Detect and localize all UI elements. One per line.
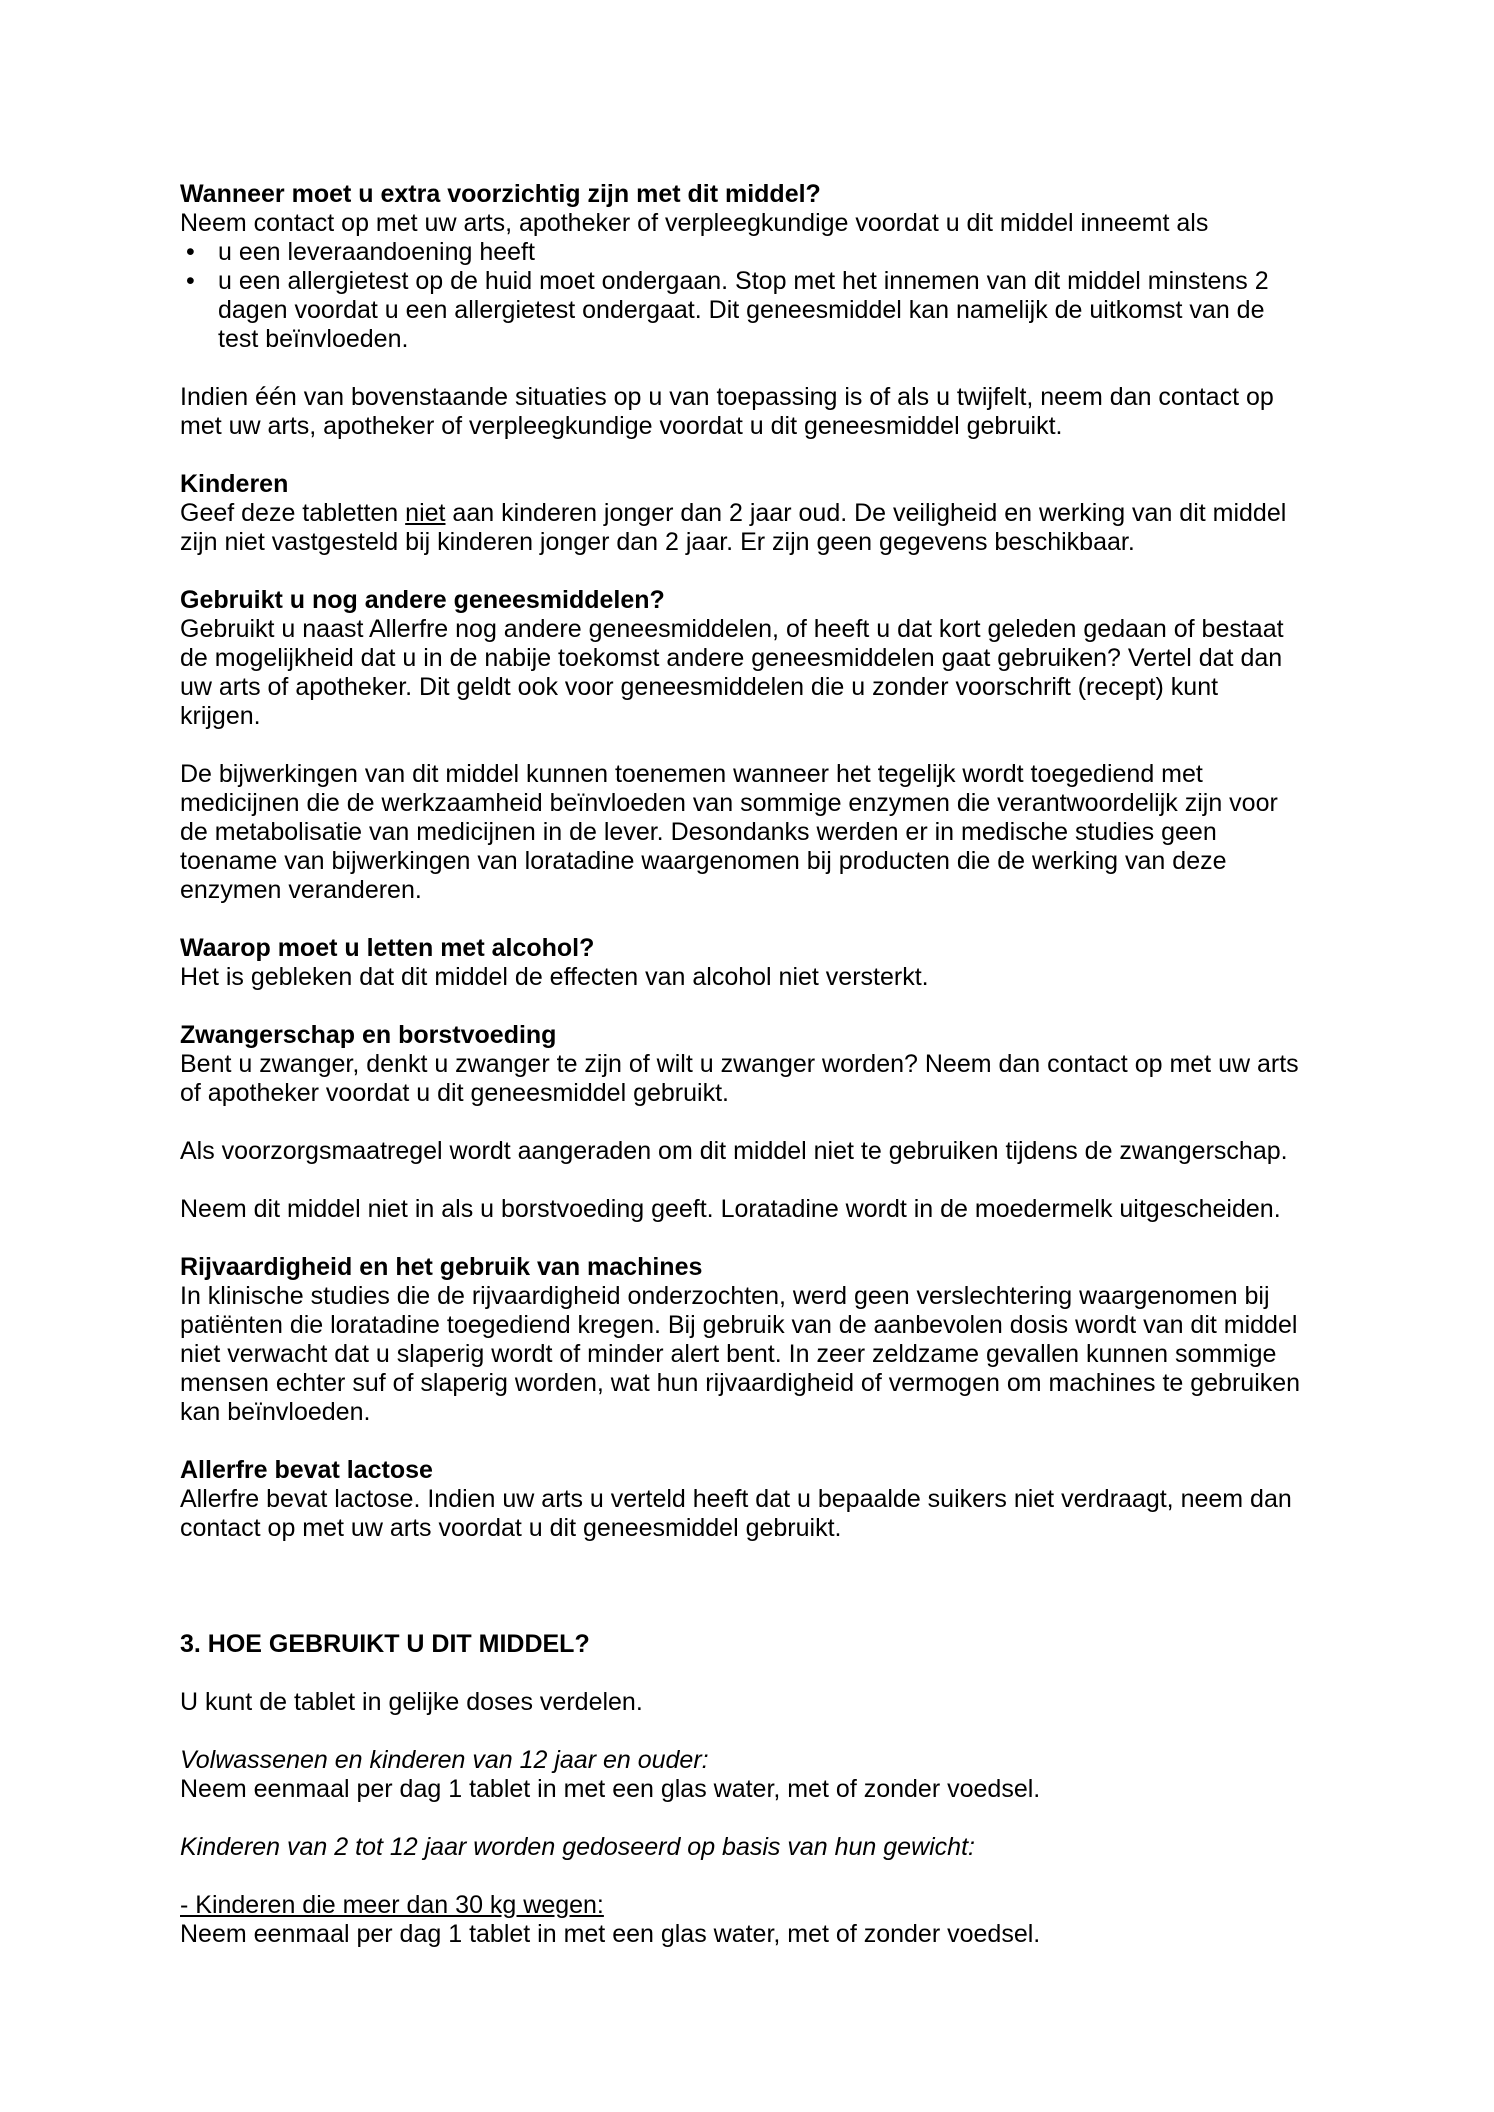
section-heading-hoe-gebruikt: 3. HOE GEBRUIKT U DIT MIDDEL? bbox=[180, 1630, 590, 1658]
underlined-word: niet bbox=[405, 499, 446, 527]
spacer bbox=[180, 992, 1305, 1021]
paragraph-hoe-gebruikt-intro: U kunt de tablet in gelijke doses verdelen. bbox=[180, 1688, 643, 1716]
spacer bbox=[180, 1804, 1305, 1833]
warning-bullet-list bbox=[180, 238, 1305, 354]
paragraph-rijvaardigheid: In klinische studies die de rijvaardigheid onderzochten, werd geen verslechtering waargenomen bij patiënten die loratadine toegediend kregen. Bij gebruik van de aanbevolen dosis wordt van dit middel niet verwacht dat u slaperig wordt of minder alert bent. In zeer zeldzame gevallen kunnen sommige mensen echter suf of slaperig worden, wat hun rijvaardigheid of vermogen om machines te gebruiken kan beïnvloeden. bbox=[180, 1282, 1301, 1426]
section-heading-rijvaardigheid: Rijvaardigheid en het gebruik van machines bbox=[180, 1253, 703, 1281]
bullet-icon: • bbox=[186, 238, 195, 266]
bullet-icon: • bbox=[186, 267, 195, 295]
paragraph-kinderen bbox=[180, 499, 1305, 557]
paragraph-voorzichtig-note: Indien één van bovenstaande situaties op u van toepassing is of als u twijfelt, neem dan contact op met uw arts, apotheker of verpleegkundige voordat u dit geneesmiddel gebruikt. bbox=[180, 383, 1274, 440]
list-item bbox=[180, 267, 1305, 354]
spacer bbox=[180, 1659, 1305, 1688]
section-heading-lactose: Allerfre bevat lactose bbox=[180, 1456, 433, 1484]
list-item-text: u een leveraandoening heeft bbox=[218, 238, 535, 266]
paragraph-zwangerschap-1: Bent u zwanger, denkt u zwanger te zijn of wilt u zwanger worden? Neem dan contact op met uw arts of apotheker voordat u dit geneesmiddel gebruikt. bbox=[180, 1050, 1299, 1107]
spacer bbox=[180, 1543, 1305, 1601]
spacer bbox=[180, 1601, 1305, 1630]
section-heading-alcohol: Waarop moet u letten met alcohol? bbox=[180, 934, 595, 962]
spacer bbox=[180, 1224, 1305, 1253]
section-heading-zwangerschap: Zwangerschap en borstvoeding bbox=[180, 1021, 557, 1049]
paragraph-alcohol: Het is gebleken dat dit middel de effecten van alcohol niet versterkt. bbox=[180, 963, 929, 991]
spacer bbox=[180, 441, 1305, 470]
spacer bbox=[180, 731, 1305, 760]
paragraph-andere-geneesmiddelen-1: Gebruikt u naast Allerfre nog andere geneesmiddelen, of heeft u dat kort geleden gedaan of bestaat de mogelijkheid dat u in de nabije toekomst andere geneesmiddelen gaat gebruiken? Vertel dat dan uw arts of apotheker. Dit geldt ook voor geneesmiddelen die u zonder voorschrift (recept) kunt krijgen. bbox=[180, 615, 1284, 730]
spacer bbox=[180, 557, 1305, 586]
spacer bbox=[180, 1717, 1305, 1746]
dose-instruction-volwassenen: Neem eenmaal per dag 1 tablet in met een glas water, met of zonder voedsel. bbox=[180, 1775, 1041, 1803]
paragraph-lactose: Allerfre bevat lactose. Indien uw arts u verteld heeft dat u bepaalde suikers niet verdraagt, neem dan contact op met uw arts voordat u dit geneesmiddel gebruikt. bbox=[180, 1485, 1292, 1542]
list-item bbox=[180, 238, 1305, 267]
text-column bbox=[180, 180, 1305, 1949]
spacer bbox=[180, 905, 1305, 934]
paragraph-andere-geneesmiddelen-2: De bijwerkingen van dit middel kunnen toenemen wanneer het tegelijk wordt toegediend met medicijnen die de werkzaamheid beïnvloeden van sommige enzymen die verantwoordelijk zijn voor de metabolisatie van medicijnen in de lever. Desondanks werden er in medische studies geen toename van bijwerkingen van loratadine waargenomen bij producten die de werking van deze enzymen veranderen. bbox=[180, 760, 1278, 904]
list-item-text: u een allergietest op de huid moet ondergaan. Stop met het innemen van dit middel minstens 2 dagen voordat u een allergietest ondergaat. Dit geneesmiddel kan namelijk de uitkomst van de test beïnvloeden. bbox=[218, 267, 1269, 353]
text-run: Geef deze tabletten bbox=[180, 499, 406, 527]
spacer bbox=[180, 354, 1305, 383]
spacer bbox=[180, 1862, 1305, 1891]
section-heading-voorzichtig: Wanneer moet u extra voorzichtig zijn met dit middel? bbox=[180, 180, 821, 208]
paragraph-voorzichtig-intro: Neem contact op met uw arts, apotheker of verpleegkundige voordat u dit middel inneemt als bbox=[180, 209, 1209, 237]
dose-label-volwassenen: Volwassenen en kinderen van 12 jaar en ouder: bbox=[180, 1746, 709, 1774]
text-run: aan kinderen jonger dan 2 jaar oud. De veiligheid en werking van dit middel zijn niet vastgesteld bij kinderen jonger dan 2 jaar. Er zijn geen gegevens beschikbaar. bbox=[180, 499, 1287, 556]
section-heading-andere-geneesmiddelen: Gebruikt u nog andere geneesmiddelen? bbox=[180, 586, 665, 614]
dose-label-kinderen-gewicht: Kinderen van 2 tot 12 jaar worden gedoseerd op basis van hun gewicht: bbox=[180, 1833, 975, 1861]
dose-instruction-meer-dan-30kg: Neem eenmaal per dag 1 tablet in met een glas water, met of zonder voedsel. bbox=[180, 1920, 1041, 1948]
dose-label-meer-dan-30kg: - Kinderen die meer dan 30 kg wegen: bbox=[180, 1891, 604, 1919]
paragraph-zwangerschap-3: Neem dit middel niet in als u borstvoeding geeft. Loratadine wordt in de moedermelk uitgescheiden. bbox=[180, 1195, 1281, 1223]
spacer bbox=[180, 1166, 1305, 1195]
spacer bbox=[180, 1427, 1305, 1456]
paragraph-zwangerschap-2: Als voorzorgsmaatregel wordt aangeraden om dit middel niet te gebruiken tijdens de zwangerschap. bbox=[180, 1137, 1288, 1165]
section-heading-kinderen: Kinderen bbox=[180, 470, 289, 498]
spacer bbox=[180, 1108, 1305, 1137]
